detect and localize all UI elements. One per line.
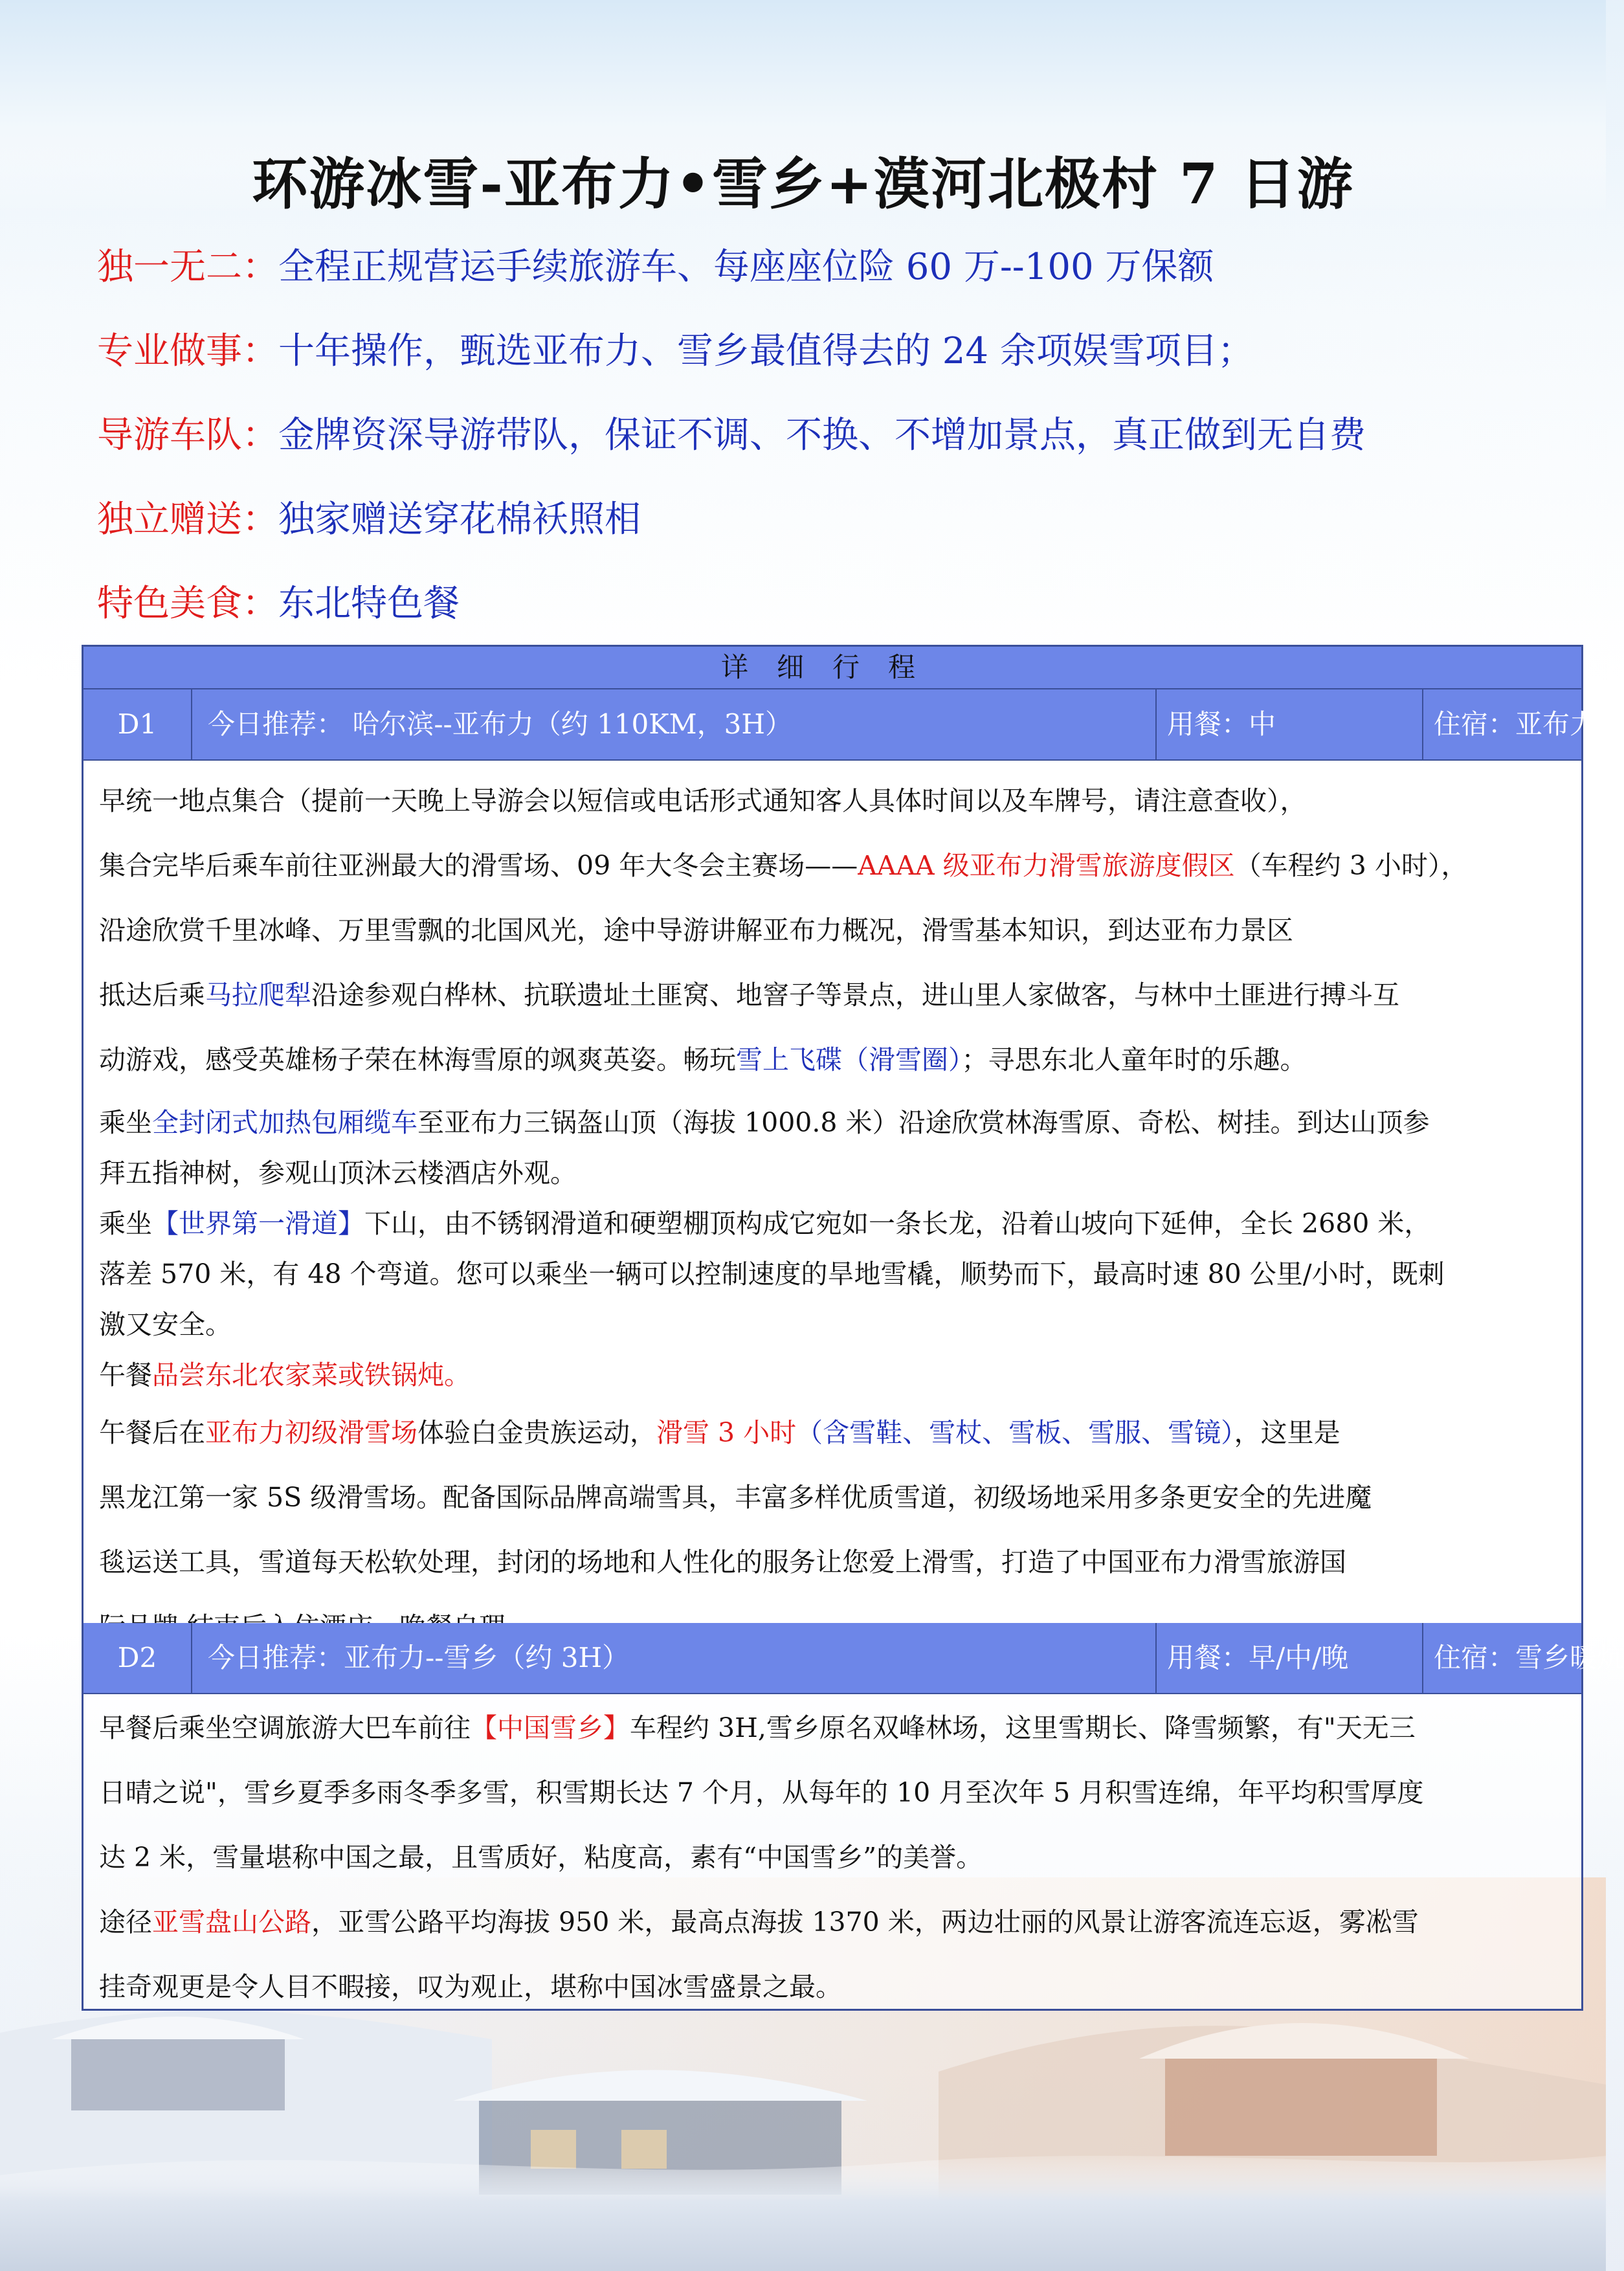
- highlight-text: AAAA 级亚布力滑雪旅游度假区: [858, 850, 1235, 881]
- day-label: D2: [83, 1623, 192, 1693]
- page-title: 环游冰雪-亚布力•雪乡+漠河北极村 7 日游: [252, 151, 1354, 217]
- itinerary-line: [99, 1954, 1564, 2019]
- text: 午餐: [99, 1359, 152, 1391]
- day-header-row: [83, 1623, 1624, 1694]
- itinerary-line: [99, 1760, 1564, 1825]
- text: ，亚雪公路平均海拔 950 米，最高点海拔 1370 米，两边壮丽的风景让游客流连忘返，雾凇雪: [311, 1907, 1419, 1938]
- itinerary-line: [99, 1097, 1564, 1148]
- highlight-item: [97, 491, 1521, 575]
- text: 至亚布力三锅盔山顶（海拔 1000.8 米）沿途欣赏林海雪原、奇松、树挂。到达山顶参: [417, 1107, 1430, 1138]
- itinerary-line: [99, 768, 1564, 833]
- text: 毯运送工具，雪道每天松软处理，封闭的场地和人性化的服务让您爱上滑雪，打造了中国亚布力滑雪旅游国: [99, 1547, 1346, 1578]
- text: 午餐后在: [99, 1417, 205, 1448]
- text: 沿途欣赏千里冰峰、万里雪飘的北国风光，途中导游讲解亚布力概况，滑雪基本知识，到达亚布力景区: [99, 915, 1293, 946]
- day-stay: 住宿：亚布力: [1434, 708, 1597, 740]
- highlight-key: 导游车队：: [97, 414, 278, 456]
- text: 动游戏，感受英雄杨子荣在林海雪原的飒爽英姿。畅玩: [99, 1044, 736, 1075]
- highlight-text: 亚布力初级滑雪场: [205, 1417, 417, 1448]
- day-label: D1: [83, 689, 192, 759]
- itinerary-line: [99, 1695, 1564, 1760]
- highlight-key: 独立赠送：: [97, 498, 278, 541]
- itinerary-table: [82, 645, 1624, 2011]
- highlight-key: 独一无二：: [97, 246, 278, 288]
- highlight-value: 全程正规营运手续旅游车、每座座位险 60 万--100 万保额: [278, 246, 1214, 288]
- highlight-text: 【世界第一滑道】: [152, 1208, 364, 1239]
- itinerary-line: [99, 1148, 1564, 1198]
- text: 体验白金贵族运动，: [417, 1417, 656, 1448]
- highlight-item: [97, 238, 1521, 322]
- text: 落差 570 米，有 48 个弯道。您可以乘坐一辆可以控制速度的旱地雪橇，顺势而下，最高时速 80 公里/小时，既刺: [99, 1259, 1445, 1290]
- text: 途径: [99, 1907, 152, 1938]
- itinerary-line: [99, 1249, 1564, 1299]
- highlight-text: 【中国雪乡】: [471, 1712, 630, 1743]
- text: ，这里是: [1234, 1417, 1340, 1448]
- text: 拜五指神树，参观山顶沐云楼酒店外观。: [99, 1158, 577, 1189]
- itinerary-line: [99, 1890, 1564, 1954]
- highlight-value: 金牌资深导游带队，保证不调、不换、不增加景点，真正做到无自费: [278, 414, 1366, 456]
- text: 早餐后乘坐空调旅游大巴车前往: [99, 1712, 471, 1743]
- highlight-key: 特色美食：: [97, 583, 278, 625]
- highlight-text: 滑雪 3 小时: [656, 1417, 797, 1448]
- itinerary-line: [99, 1465, 1564, 1530]
- day-header-row: [83, 689, 1597, 761]
- itinerary-line: [99, 1027, 1564, 1092]
- highlight-item: [97, 322, 1521, 407]
- text: 达 2 米，雪量堪称中国之最，且雪质好，粘度高，素有“中国雪乡”的美誉。: [99, 1842, 983, 1873]
- highlight-key: 专业做事：: [97, 330, 278, 372]
- text: ；寻思东北人童年时的乐趣。: [961, 1044, 1307, 1075]
- text: 乘坐: [99, 1208, 152, 1239]
- highlight-text: 亚雪盘山公路: [152, 1907, 311, 1938]
- highlight-value: 东北特色餐: [278, 583, 460, 625]
- text: 激又安全。: [99, 1309, 232, 1340]
- highlight-value: 独家赠送穿花棉袄照相: [278, 498, 641, 541]
- day-meals: 用餐：中: [1157, 689, 1423, 759]
- itinerary-line: [99, 1400, 1564, 1465]
- day-recommend: 今日推荐：亚布力--雪乡（约 3H）: [192, 1623, 1157, 1693]
- text: 日晴之说"，雪乡夏季多雨冬季多雪，积雪期长达 7 个月，从每年的 10 月至次年 5 月积雪连绵，年平均积雪厚度: [99, 1777, 1424, 1808]
- itinerary-line: [99, 963, 1564, 1027]
- highlight-text: 全封闭式加热包厢缆车: [152, 1107, 417, 1138]
- highlights-list: [97, 238, 1521, 659]
- itinerary-line: [99, 1350, 1564, 1400]
- text: 集合完毕后乘车前往亚洲最大的滑雪场、09 年大冬会主赛场——: [99, 850, 858, 881]
- highlight-text: （含雪鞋、雪杖、雪板、雪服、雪镜）: [796, 1417, 1234, 1448]
- day-stay: 住宿：雪乡暖炕: [1434, 1642, 1624, 1673]
- day-recommend: 今日推荐： 哈尔滨--亚布力（约 110KM，3H）: [192, 689, 1157, 759]
- text: 抵达后乘: [99, 979, 205, 1011]
- itinerary-line: [99, 833, 1564, 898]
- itinerary-line: [99, 1299, 1564, 1350]
- highlight-text: 雪上飞碟（滑雪圈）: [736, 1044, 962, 1075]
- itinerary-line: [99, 898, 1564, 963]
- highlight-text: 品尝东北农家菜或铁锅炖。: [152, 1359, 471, 1391]
- text: 黑龙江第一家 5S 级滑雪场。配备国际品牌高端雪具，丰富多样优质雪道，初级场地采用多条更安全的先进魔: [99, 1482, 1372, 1513]
- text: （车程约 3 小时），: [1234, 850, 1468, 881]
- text: 下山，由不锈钢滑道和硬塑棚顶构成它宛如一条长龙，沿着山坡向下延伸，全长 2680 米，: [364, 1208, 1431, 1239]
- highlight-item: [97, 407, 1521, 491]
- text: 乘坐: [99, 1107, 152, 1138]
- highlight-value: 十年操作，甄选亚布力、雪乡最值得去的 24 余项娱雪项目；: [278, 330, 1254, 372]
- text: 车程约 3H,雪乡原名双峰林场，这里雪期长、降雪频繁，有"天无三: [630, 1712, 1416, 1743]
- highlight-text: 马拉爬犁: [205, 979, 311, 1011]
- itinerary-line: [99, 1530, 1564, 1594]
- text: 沿途参观白桦林、抗联遗址土匪窝、地窨子等景点，进山里人家做客，与林中土匪进行搏斗互: [311, 979, 1399, 1011]
- itinerary-header: 详细行程: [83, 647, 1581, 689]
- itinerary-line: [99, 1198, 1564, 1249]
- day-description: [83, 768, 1581, 1659]
- day-description: [83, 1695, 1581, 2019]
- text: 挂奇观更是令人目不暇接，叹为观止，堪称中国冰雪盛景之最。: [99, 1971, 842, 2002]
- day-meals: 用餐：早/中/晚: [1157, 1623, 1423, 1693]
- text: 早统一地点集合（提前一天晚上导游会以短信或电话形式通知客人具体时间以及车牌号，请注意查收），: [99, 785, 1307, 816]
- itinerary-line: [99, 1825, 1564, 1890]
